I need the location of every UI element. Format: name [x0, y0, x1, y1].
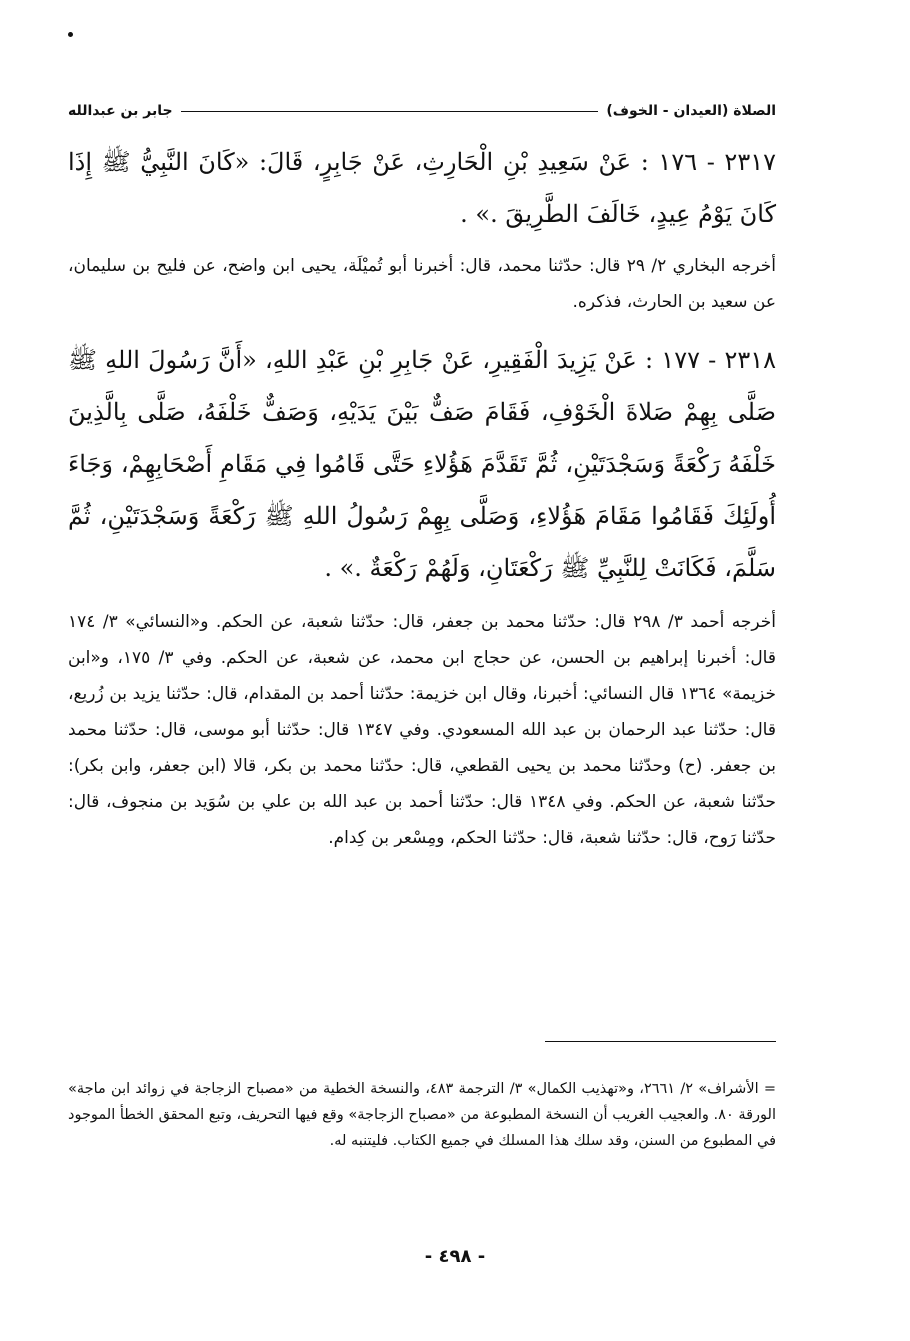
- header-rule: [181, 111, 599, 112]
- footnote-separator: [545, 1041, 776, 1042]
- hadith-text: ٢٣١٧ - ١٧٦ : عَنْ سَعِيدِ بْنِ الْحَارِثِ، عَنْ جَابِرٍ، قَالَ: «كَانَ النَّبِيُّ ﷺ إِذَا كَانَ يَوْمُ عِيدٍ، خَالَفَ الطَّرِيقَ .» .: [68, 148, 776, 228]
- hadith-takhrij: أخرجه أحمد ٣/ ٢٩٨ قال: حدّثنا محمد بن جعفر، قال: حدّثنا شعبة، عن الحكم. و«النسائي» ٣/ ١٧٤ قال: أخبرنا إبراهيم بن الحسن، عن حجاج ابن محمد، عن شعبة، عن الحكم. وفي ٣/ ١٧٥، و«ابن خزيمة» ١٣٦٤ قال النسائي: أخبرنا، وقال ابن خزيمة: حدّثنا أحمد بن المقدام، قال: حدّثنا يزيد بن زُريع، قال: حدّثنا عبد الرحمان بن عبد الله المسعودي. وفي ١٣٤٧ قال: حدّثنا أبو موسى، قال: حدّثنا محمد بن جعفر. (ح) وحدّثنا محمد بن يحيى القطعي، قال: حدّثنا محمد بن بكر، قالا (ابن جعفر، وابن بكر): حدّثنا شعبة، عن الحكم. وفي ١٣٤٨ قال: حدّثنا أحمد بن عبد الله بن علي بن سُوَيد بن منجوف، قال: حدّثنا رَوح، قال: حدّثنا شعبة، قال: حدّثنا الحكم، ومِسْعر بن كِدام.: [68, 612, 777, 848]
- footnote: = الأشراف» ٢/ ٢٦٦١، و«تهذيب الكمال» ٣/ الترجمة ٤٨٣، والنسخة الخطية من «مصباح الزجاجة في زوائد ابن ماجة» الورقة ٨٠. والعجيب الغريب أن النسخة المطبوعة من «مصباح الزجاجة» وقع فيها التحريف، وتبع المحقق الخطأ الموجود في المطبوع من السنن، وقد سلك هذا المسلك في جميع الكتاب. فليتنبه له.: [68, 1081, 777, 1149]
- page-body: [68, 132, 776, 856]
- running-header: [68, 103, 776, 119]
- header-narrator-title: جابر بن عبدالله: [68, 103, 173, 119]
- page-mark: [68, 32, 73, 37]
- page-number: - ٤٩٨ -: [424, 1246, 486, 1267]
- hadith-takhrij: أخرجه البخاري ٢/ ٢٩ قال: حدّثنا محمد، قال: أخبرنا أبو تُميْلَة، يحيى ابن واضح، عن فليح بن سليمان، عن سعيد بن الحارث، فذكره.: [68, 256, 776, 312]
- hadith-text: ٢٣١٨ - ١٧٧ : عَنْ يَزِيدَ الْفَقِيرِ، عَنْ جَابِرِ بْنِ عَبْدِ اللهِ، «أَنَّ رَسُولَ اللهِ ﷺ صَلَّى بِهِمْ صَلاةَ الْخَوْفِ، فَقَامَ صَفٌّ بَيْنَ يَدَيْهِ، وَصَفٌّ خَلْفَهُ، صَلَّى بِالَّذِينَ خَلْفَهُ رَكْعَةً وَسَجْدَتَيْنِ، ثُمَّ تَقَدَّمَ هَؤُلاءِ حَتَّى قَامُوا فِي مَقَامِ أَصْحَابِهِمْ، وَجَاءَ أُولَئِكَ فَقَامُوا مَقَامَ هَؤُلاءِ، وَصَلَّى بِهِمْ رَسُولُ اللهِ ﷺ رَكْعَةً وَسَجْدَتَيْنِ، ثُمَّ سَلَّمَ، فَكَانَتْ لِلنَّبِيِّ ﷺ رَكْعَتَانِ، وَلَهُمْ رَكْعَةٌ .» .: [68, 346, 776, 582]
- header-chapter-title: الصلاة (العيدان - الخوف): [606, 103, 776, 119]
